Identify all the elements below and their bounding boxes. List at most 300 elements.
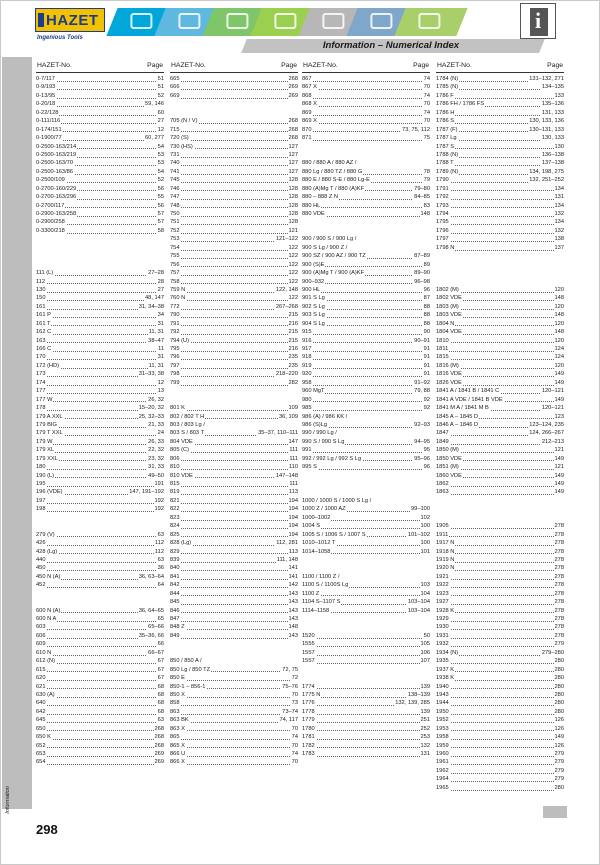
entry-page: 278 [554, 531, 564, 538]
entry-page: 134–135 [541, 84, 564, 91]
index-entry [36, 143, 164, 151]
entry-page: 95 [423, 447, 430, 454]
index-entry [436, 353, 564, 361]
entry-page: 70 [291, 742, 298, 749]
index-entry [302, 83, 430, 91]
entry-page: 70 [423, 118, 430, 125]
index-entry [36, 564, 164, 572]
entry-number: 195 [36, 481, 46, 487]
entry-number: 426 [36, 540, 46, 547]
entry-number: 1849 [436, 438, 449, 445]
index-entry [170, 387, 298, 395]
entry-page: 94–95 [414, 438, 430, 445]
entry-page: 268 [288, 126, 298, 133]
entry-page: 278 [554, 523, 564, 530]
entry-number [436, 515, 437, 521]
entry-number: 745 [170, 177, 180, 184]
entry-page: 139 [420, 683, 430, 690]
entry-page: 52 [157, 177, 164, 184]
entry-page: 278 [554, 548, 564, 555]
index-entry [302, 337, 430, 345]
index-entry [170, 716, 298, 724]
entry-number: 1781 [302, 734, 315, 741]
entry-page: 149 [554, 379, 564, 386]
entry-number: 150 [36, 295, 46, 302]
index-entry [36, 92, 164, 100]
index-entry [170, 379, 298, 387]
index-entry [436, 632, 564, 640]
index-entry [36, 134, 164, 142]
index-entry [436, 328, 564, 336]
index-entry [302, 683, 430, 691]
index-entry [436, 311, 564, 319]
entry-page: 128 [288, 211, 298, 217]
entry-number: 866 U [170, 751, 186, 757]
entry-page: 112 [154, 548, 164, 555]
entry-page: 192 [154, 506, 164, 513]
index-entry [302, 446, 430, 454]
entry-number: 653 [36, 751, 46, 757]
entry-number: 1958 [436, 734, 449, 741]
entry-number: 173 [36, 371, 46, 378]
entry-page: 137 [554, 244, 564, 251]
entry-page: 282 [288, 379, 298, 386]
index-entry [170, 640, 298, 648]
entry-number: 1953 [436, 725, 449, 732]
entry-number: 868 [302, 92, 312, 99]
entry-page: 63 [157, 556, 164, 563]
entry-number: 1944 [436, 700, 449, 707]
index-entry [36, 261, 164, 269]
index-entry [170, 581, 298, 589]
entry-number: 850 X [170, 691, 185, 698]
entry-page: 280 [554, 658, 564, 665]
index-entry [302, 564, 430, 572]
entry-page: 102 [420, 514, 430, 521]
entry-number: 0-2900/258 [36, 219, 65, 226]
entry-page: 130, 133 [541, 135, 564, 142]
index-entry [36, 742, 164, 750]
entry-number [302, 675, 303, 681]
index-entry [436, 497, 564, 505]
entry-page: 27 [157, 286, 164, 293]
index-entry [170, 531, 298, 539]
index-entry [170, 463, 298, 471]
column-header [36, 60, 164, 73]
index-entry [170, 252, 298, 260]
entry-number: 179 XXL [36, 455, 58, 462]
entry-page: 87–89 [414, 253, 430, 260]
entry-number: 880 / 880 A / 880 AZ / [302, 160, 357, 167]
entry-page: 90–91 [414, 337, 430, 344]
entry-page: 268 [288, 118, 298, 125]
entry-page: 11, 31 [148, 329, 164, 336]
index-entry [436, 345, 564, 353]
entry-page: 278 [554, 624, 564, 631]
entry-number: 645 [36, 717, 46, 724]
index-entry [170, 590, 298, 598]
entry-page: 72 [291, 675, 298, 682]
index-entry [436, 767, 564, 775]
entry-page: 87 [423, 295, 430, 302]
entry-number: 1100 / 1100 Z / [302, 573, 340, 580]
index-entry [36, 353, 164, 361]
index-entry [436, 615, 564, 623]
index-entry [170, 159, 298, 167]
index-entry [36, 269, 164, 277]
entry-number: 178 [36, 405, 46, 412]
index-entry [436, 278, 564, 286]
entry-page: 113 [288, 548, 298, 555]
index-entry [302, 674, 430, 682]
entry-number: 829 [170, 548, 180, 555]
entry-number: 620 [36, 675, 46, 682]
entry-page: 31, 33 [148, 464, 164, 471]
index-entry [36, 370, 164, 378]
index-entry [170, 345, 298, 353]
entry-number: 0-111/116 [36, 118, 61, 125]
entry-number: 842 [170, 582, 180, 589]
entry-number: 0-1900/77 [36, 135, 62, 142]
index-entry [36, 750, 164, 758]
index-entry [302, 396, 430, 404]
entry-page: 111 [289, 455, 298, 462]
entry-page: 103 [420, 582, 430, 589]
index-entry [170, 370, 298, 378]
index-entry [436, 674, 564, 682]
index-entry [436, 548, 564, 556]
entry-page: 149 [554, 371, 564, 378]
entry-number: 847 [170, 616, 180, 622]
index-entry [302, 480, 430, 488]
entry-page: 131 [554, 194, 564, 201]
index-entry [170, 320, 298, 328]
category-tab-tool-cabinet [394, 8, 467, 36]
column-header-page: Page [281, 62, 297, 69]
entry-page: 212–213 [541, 438, 564, 445]
index-entry [36, 210, 164, 218]
sidebar-label: Information [4, 786, 11, 814]
entry-number: 819 [170, 489, 180, 496]
entry-number: 0-2500-163/214 [36, 143, 77, 150]
index-entry [36, 446, 164, 454]
entry-page: 128 [288, 202, 298, 209]
index-entry [436, 539, 564, 547]
entry-number: 752 [170, 227, 180, 234]
index-entry [436, 362, 564, 370]
entry-page: 279–280 [541, 649, 564, 656]
index-entry [36, 303, 164, 311]
entry-number: 865 [170, 734, 180, 741]
index-entry [436, 244, 564, 252]
entry-number: 839 [170, 556, 180, 563]
index-entry [36, 640, 164, 648]
entry-page: 95–96 [414, 455, 430, 462]
entry-number: 849 [170, 632, 180, 639]
entry-page: 88 [423, 320, 430, 327]
index-rows [436, 75, 564, 792]
entry-page: 91 [423, 354, 430, 361]
entry-number [302, 624, 303, 630]
entry-number: 990 / 990 Lg / [302, 430, 337, 437]
entry-number: 0-2900-163/258 [36, 211, 77, 217]
index-entry [170, 742, 298, 750]
entry-page: 147 [288, 438, 298, 445]
entry-page: 35–37, 110–111 [258, 430, 298, 437]
entry-page: 21, 33 [148, 421, 164, 428]
entry-number: 880 (A)Mg T / 880 (A)KF [302, 185, 365, 192]
entry-page: 280 [554, 675, 564, 682]
index-entry [436, 413, 564, 421]
entry-number: 172 (HD) [36, 362, 60, 369]
entry-page: 218–220 [275, 371, 298, 378]
entry-page: 280 [554, 784, 564, 791]
entry-number: 753 [170, 236, 180, 243]
index-entry [170, 725, 298, 733]
index-entry [36, 716, 164, 724]
index-entry [170, 404, 298, 412]
index-entry [302, 488, 430, 496]
entry-number: 1788 (N) [436, 151, 459, 158]
measuring-icon [322, 13, 344, 29]
entry-number: 1919 N [436, 556, 455, 563]
entry-number: 1918 N [436, 548, 455, 555]
entry-page: 127 [288, 151, 298, 158]
entry-page: 216 [288, 346, 298, 352]
entry-number: 746 [170, 185, 180, 192]
entry-page: 123 [554, 413, 564, 420]
entry-page: 138–139 [407, 691, 430, 698]
entry-number: 866 X [170, 759, 185, 766]
index-entry [36, 438, 164, 446]
entry-number [170, 397, 171, 403]
entry-page: 65–66 [148, 624, 164, 631]
index-entry [170, 488, 298, 496]
entry-number: 794 (U) [170, 337, 189, 344]
index-entry [302, 286, 430, 294]
entry-page: 73 [291, 700, 298, 707]
entry-page: 36, 109 [279, 413, 298, 420]
entry-page: 215 [288, 312, 298, 319]
entry-page: 124 [554, 354, 564, 361]
entry-number [436, 506, 437, 512]
entry-number: 1104 S–1107 S [302, 599, 341, 606]
corner-tab [543, 806, 567, 818]
column-header-page: Page [147, 62, 163, 69]
index-entry [36, 548, 164, 556]
index-entry [36, 218, 164, 226]
index-entry [436, 716, 564, 724]
entry-number: 1782 [302, 742, 315, 749]
index-entry [36, 480, 164, 488]
entry-number: 1798 N [436, 244, 455, 251]
entry-page: 130–131, 133 [529, 126, 564, 133]
entry-page: 122 [288, 261, 298, 268]
entry-number: 179 T XXL [36, 430, 63, 437]
entry-number: 1775 N [302, 691, 321, 698]
entry-number: 810 [170, 464, 180, 471]
index-entry [436, 522, 564, 530]
entry-page: 128 [288, 194, 298, 201]
entry-page: 149 [554, 396, 564, 403]
entry-page: 112 [154, 540, 164, 547]
entry-page: 56 [157, 202, 164, 209]
index-entry [170, 683, 298, 691]
entry-number: 1960 [436, 751, 449, 757]
entry-page: 122 [288, 244, 298, 251]
entry-number: 1815 [436, 354, 449, 361]
entry-number: 900 (S)E [302, 261, 325, 268]
entry-number: 180 [36, 464, 46, 471]
entry-number: 917 [302, 346, 312, 352]
index-entry [170, 446, 298, 454]
entry-number: 1917 N [436, 540, 455, 547]
entry-page: 194 [288, 523, 298, 530]
column-header-page: Page [547, 62, 563, 69]
index-entry [302, 573, 430, 581]
entry-number: 759 N [170, 286, 186, 293]
index-entry [36, 472, 164, 480]
index-entry [36, 531, 164, 539]
entry-number: 630 (A) [36, 691, 55, 698]
entry-number: 196 (VDE) [36, 489, 63, 496]
index-entry [302, 159, 430, 167]
index-entry [436, 556, 564, 564]
automotive-icon [370, 13, 392, 29]
entry-page: 60, 277 [145, 135, 164, 142]
entry-page: 60 [157, 109, 164, 116]
entry-number: 1000 Z / 1000 AZ [302, 506, 346, 513]
index-entry [436, 699, 564, 707]
tool-cabinet-icon [418, 13, 440, 29]
entry-page: 54 [157, 168, 164, 175]
index-entry [170, 472, 298, 480]
entry-number: 1803 VDE [436, 312, 462, 319]
index-entry [36, 362, 164, 370]
index-entry [36, 294, 164, 302]
entry-page: 64 [157, 582, 164, 589]
index-entry [302, 353, 430, 361]
entry-number: 606 [36, 632, 46, 639]
entry-number [36, 591, 37, 597]
entry-page: 278 [554, 582, 564, 589]
entry-number [36, 515, 37, 521]
entry-number: 1795 [436, 219, 449, 226]
entry-number: 900 S Lg / 900 Z / [302, 244, 348, 251]
entry-number: 986 (S)Lg [302, 421, 327, 428]
entry-page: 52 [157, 92, 164, 99]
index-entry [436, 387, 564, 395]
index-column-4 [436, 60, 564, 792]
entry-number: 1860 VDE [436, 472, 462, 479]
index-entry [302, 733, 430, 741]
entry-number: 1847 [436, 430, 449, 437]
entry-number: 865 X [170, 742, 185, 749]
index-entry [170, 455, 298, 463]
entry-number: 810 VDE [170, 472, 193, 479]
entry-number: 1811 [436, 346, 449, 352]
entry-number: 1810 [436, 337, 449, 344]
index-entry [170, 362, 298, 370]
entry-page: 91 [423, 371, 430, 378]
entry-page: 73–74 [282, 708, 298, 715]
index-entry [170, 244, 298, 252]
index-entry [436, 708, 564, 716]
entry-page: 131, 133 [541, 109, 564, 116]
index-entry [302, 109, 430, 117]
index-entry [170, 699, 298, 707]
entry-page: 15–20, 32 [138, 405, 164, 412]
entry-number: 1964 [436, 776, 449, 783]
index-entry [36, 244, 164, 252]
index-entry [36, 109, 164, 117]
entry-page: 111 [289, 447, 298, 454]
entry-number: 757 [170, 270, 180, 277]
entry-number: 1959 [436, 742, 449, 749]
entry-page: 74 [423, 92, 430, 99]
entry-number: 1791 [436, 185, 449, 192]
index-entry [436, 573, 564, 581]
entry-page: 66 [157, 641, 164, 648]
entry-page: 126 [554, 742, 564, 749]
index-column-2 [170, 60, 298, 767]
index-entry [36, 328, 164, 336]
index-entry [302, 708, 430, 716]
entry-number: 1938 K [436, 675, 455, 682]
index-entry [36, 320, 164, 328]
entry-number: 801 K [170, 405, 185, 412]
index-entry [436, 75, 564, 83]
entry-number: 1000–1002 [302, 514, 331, 521]
entry-page: 92 [423, 405, 430, 412]
index-entry [436, 218, 564, 226]
index-entry [436, 514, 564, 522]
index-entry [36, 396, 164, 404]
entry-page: 252 [420, 725, 430, 732]
pliers-icon [274, 13, 296, 29]
entry-number: 0-174/151 [36, 126, 62, 133]
index-entry [170, 522, 298, 530]
index-entry [170, 75, 298, 83]
index-entry [302, 143, 430, 151]
entry-page: 100 [420, 523, 430, 530]
index-entry [436, 429, 564, 437]
brand-logo-mark [35, 8, 105, 32]
entry-number: 1826 VDE [436, 379, 462, 386]
entry-number: 868 X [302, 101, 317, 108]
entry-page: 128 [288, 185, 298, 192]
entry-number: 666 [170, 84, 180, 91]
entry-number: 902 S Lg [302, 303, 325, 310]
entry-number: 850-1 – 856-1 [170, 683, 206, 690]
entry-number: 1816 (M) [436, 362, 459, 369]
entry-page: 96–98 [414, 278, 430, 285]
entry-page: 194 [288, 506, 298, 513]
entry-page: 131–132, 271 [529, 76, 564, 82]
entry-page: 22, 32 [148, 447, 164, 454]
index-entry [170, 185, 298, 193]
index-entry [436, 370, 564, 378]
entry-page: 90 [423, 329, 430, 336]
entry-number: 603 [36, 624, 46, 631]
entry-page: 192 [154, 497, 164, 504]
index-column-1 [36, 60, 164, 767]
index-entry [436, 176, 564, 184]
index-entry [170, 421, 298, 429]
entry-number: 760 N [170, 295, 186, 302]
index-entry [170, 632, 298, 640]
entry-number: 450 [36, 565, 46, 572]
